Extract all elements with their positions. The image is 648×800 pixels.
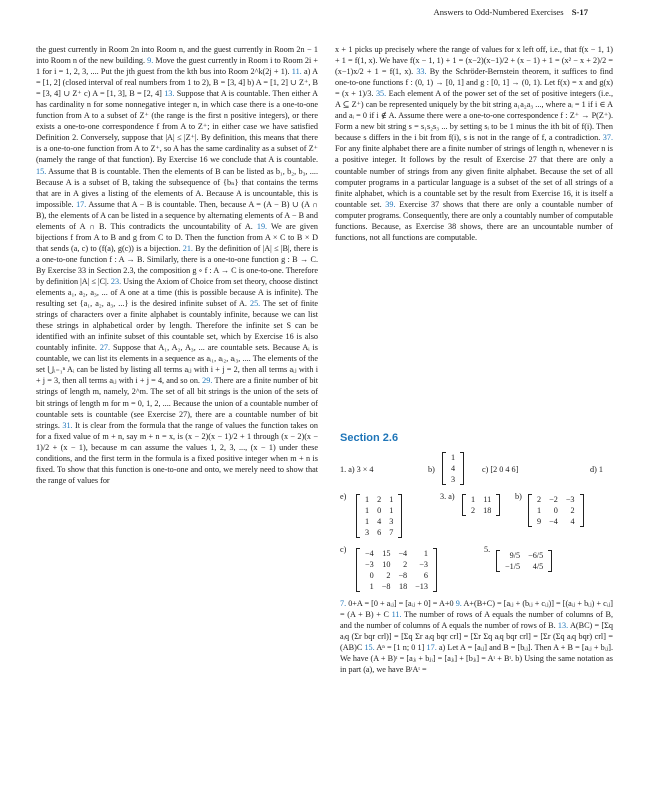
answer-text: Aⁿ = [1 n; 0 1] bbox=[374, 643, 427, 653]
matrix-entry: 1 bbox=[365, 506, 370, 515]
matrix-entry: 11 bbox=[483, 495, 492, 504]
exercise-number: 11. bbox=[391, 610, 402, 620]
exercise-number: 17. bbox=[76, 199, 87, 209]
matrix-entry: 4 bbox=[570, 517, 575, 526]
exercise-number: 11. bbox=[291, 67, 302, 77]
matrix-entry: 1 bbox=[537, 506, 542, 515]
answer-text: 0+A = [0 + aᵢⱼ] = [aᵢⱼ + 0] = A+0 bbox=[346, 599, 456, 608]
matrix-entry: 1 bbox=[423, 549, 428, 558]
matrix-entry: 1 bbox=[365, 495, 370, 504]
matrix-entry: 10 bbox=[382, 560, 391, 569]
answer-text: By the Schröder-Bernstein theorem, it suffices to find one-to-one functions f : (0, 1) → [0, 1] and g : [0, 1] → (0, 1). Let f(x) = x and g(x) = (x + 1)/3. bbox=[335, 67, 613, 99]
exercise-number: 9. bbox=[147, 56, 154, 66]
answer-text: A+(B+C) = [aᵢⱼ + (bᵢⱼ + cᵢⱼ)] = [(aᵢⱼ + bᵢⱼ) + cᵢⱼ] = (A + B) + C bbox=[340, 599, 613, 620]
matrix-entry: 0 bbox=[377, 506, 382, 515]
matrix-table bbox=[533, 494, 579, 527]
matrix-3c bbox=[356, 548, 437, 592]
exercise-number: 21. bbox=[182, 243, 193, 253]
matrix-entry: 15 bbox=[382, 549, 391, 558]
matrix-entry: 1 bbox=[389, 506, 394, 515]
matrix-entry: −3 bbox=[365, 560, 374, 569]
matrix-entry: 2 bbox=[537, 495, 542, 504]
exercise-number: 27. bbox=[99, 343, 111, 353]
answer-text: a) A = [1, 2] (closed interval of real numbers from 1 to 2), B = [3, 4] b) A = [1, 2] ∪ Z⁺, B = [3, 4] ∪ Z⁺ c) A = [1, 3], B = [2, 4] bbox=[36, 67, 319, 99]
bottom-text bbox=[340, 598, 613, 675]
answer-text: The set of finite strings of characters over a finite alphabet is countably infinite, because we can list these strings in alphabetical order by length. Therefore the infinite set S can be identified with an infinite subset of this countable set, which by Exercise 16 is also countably infinite. bbox=[36, 299, 318, 353]
answer-text: Assume that B is countable. Then the elements of B can be listed as b₁, b₂, b₃, .... Because A is a subset of B, taking the subsequence of {bₙ} that contains the terms that are in A gives a listing of the elements of A. Because A is uncountable, this is impossible. bbox=[36, 166, 318, 209]
header-title: Answers to Odd-Numbered Exercises bbox=[433, 7, 564, 17]
answer-text: By the definition of |A| ≤ |B|, there is a one-to-one function f : A → B. Similarly, there is a one-to-one function g : B → C. By Exercise 33 in Section 2.3, the composition g ∘ f : A → C is one-to-one. Therefore by definition |A| ≤ |C|. bbox=[36, 243, 318, 286]
exercise-number: 33. bbox=[416, 67, 427, 77]
matrix-entry: 4 bbox=[451, 464, 456, 473]
matrix-entry: 2 bbox=[403, 560, 408, 569]
exercise-number: 9. bbox=[455, 599, 462, 608]
page-header bbox=[434, 7, 588, 17]
answer-text: A(BC) = [Σq aᵢq (Σr bqr crl)] = [Σq Σr aᵢq bqr crl] = [Σr Σq aᵢq bqr crl] = [Σr (Σq aᵢq bqr) crl] = (AB)C bbox=[340, 621, 613, 653]
exercise-number: 31. bbox=[62, 420, 73, 430]
exercise-number: 23. bbox=[110, 276, 122, 286]
matrix-entry: 1 bbox=[471, 495, 476, 504]
answer-text: Using the Axiom of Choice from set theory, choose distinct elements a₁, a₂, a₃, ... of A one at a time (this is possible because A is infinite). The resulting set {a₁, a₂, a₃, ...} is the desired infinite subset of A. bbox=[36, 276, 318, 309]
exercise-number: 39. bbox=[385, 199, 396, 209]
answer-text: Suppose that A is countable. Then either A has cardinality n for some nonnegative integer n, in which case there is a one-to-one function from A to a subset of Z⁺ (the range is the first n positive integers), or there exists a one-to-one correspondence f from A to Z⁺; in either case we have satisfied Definition 2. Conversely, suppose that |A| ≤ |Z⁺|. By definition, this means that there is a one-to-one function from A to Z⁺, so A has the same cardinality as a subset of Z⁺ (namely the range of that function). By Exercise 16 we conclude that A is countable. bbox=[36, 89, 318, 165]
exercise-number: 35. bbox=[375, 89, 387, 99]
matrix-entry: −8 bbox=[381, 582, 391, 591]
matrix-entry: −8 bbox=[398, 571, 408, 580]
bottom-paragraph bbox=[340, 598, 613, 675]
matrix-3a bbox=[462, 494, 500, 516]
matrix-entry: 18 bbox=[483, 506, 492, 515]
answer-text: the guest currently in Room 2n into Room n, and the guest currently in Room 2n − 1 into Room n of the new building. bbox=[36, 45, 318, 66]
matrix-table bbox=[501, 550, 547, 572]
answer-text: Each element A of the power set of the set of positive integers (i.e., A ⊆ Z⁺) can be represented uniquely by the bit string a₁a₂a₃ ..., where aᵢ = 1 if i ∈ A and aᵢ = 0 if i ∉ A. Assume there were a one-to-one correspondence f : Z⁺ → P(Z⁺). Form a new bit string s = s₁s₂s₃ ... by setting sᵢ to be 1 minus the ith bit of f(i). Then because s differs in the i bit from f(i), s is not in the range of f, a contradiction. bbox=[335, 89, 613, 143]
matrix-entry: 3 bbox=[451, 475, 456, 484]
exercise-number: 29. bbox=[202, 376, 213, 386]
matrix-entry: 7 bbox=[389, 528, 394, 537]
exercise-number: 15. bbox=[364, 643, 375, 653]
exercise-number: 7. bbox=[340, 599, 347, 608]
matrix-entry: 9 bbox=[537, 517, 542, 526]
answer-text: x + 1 picks up precisely where the range of values for x left off, i.e., that f(x − 1, 1) + 1 = f(1, x). We have f(x − 1, 1) + 1 = (x−2)(x−1)/2 + (x − 1) + 1 = (x² − x + 2)/2 = (x−1)x/2 + 1 = f(1, x). bbox=[335, 45, 613, 77]
left-column bbox=[36, 44, 318, 486]
answer-text: Move the guest currently in Room i to Room 2i + 1 for i = 1, 2, 3, .... Put the jth guest from the kth bus into Room 2^k(2j + 1). bbox=[36, 56, 318, 77]
matrix-entry: 4/5 bbox=[532, 562, 544, 571]
exercise-number: 25. bbox=[249, 299, 261, 309]
matrix-1e bbox=[356, 494, 402, 538]
matrix-entry: 0 bbox=[553, 506, 558, 515]
answer-text: a) Let A = [aᵢⱼ] and B = [bᵢⱼ]. Then A + B = [aᵢⱼ + bᵢⱼ]. We have (A + B)ᵗ = [aⱼᵢ + bⱼᵢ] = [aⱼᵢ] + [bⱼᵢ] = Aᵗ + Bᵗ. b) Using the same notation as in part (a), we have BᵗAᵗ = bbox=[340, 643, 613, 675]
matrix-entry: 2 bbox=[570, 506, 575, 515]
answer-text: Exercise 37 shows that there are only a countable number of computer programs. Consequently, there are only a countably number of computable functions. Because, as Exercise 38 shows, there are an uncountable number of functions, not all functions are computable. bbox=[335, 199, 614, 242]
matrix-3b bbox=[528, 494, 584, 527]
answer-text: It is clear from the formula that the range of values the function takes on for a fixed value of m + n, say m + n = x, is (x − 2)(x − 1)/2 + 1 through (x − 2)(x − 1)/2 + (x − 1), because m can assume the values 1, 2, 3, ..., (x − 1) under these conditions, and the first term in the formula is a fixed positive integer when m + n is fixed. To show that this function is one-to-one and onto, we merely need to show that the range of values for bbox=[36, 420, 318, 485]
exercise-number: 13. bbox=[557, 621, 569, 631]
matrix-table bbox=[361, 494, 397, 538]
matrix-entry: −6/5 bbox=[528, 551, 544, 560]
right-column bbox=[335, 44, 613, 243]
matrix-entry: −1/5 bbox=[505, 562, 521, 571]
matrix-1b bbox=[442, 452, 464, 485]
matrix-entry: −13 bbox=[415, 582, 428, 591]
matrix-entry: 0 bbox=[369, 571, 374, 580]
matrix-5 bbox=[496, 550, 552, 572]
page-number: S-17 bbox=[571, 7, 588, 17]
matrix-table bbox=[467, 494, 495, 516]
answer-text: The number of rows of A equals the number of columns of B, and the number of columns of A equals the number of rows of B. bbox=[340, 610, 613, 631]
matrix-entry: 1 bbox=[389, 495, 394, 504]
matrix-table bbox=[361, 548, 432, 592]
exercise-number: 13. bbox=[164, 89, 175, 99]
matrix-entry: 1 bbox=[451, 453, 456, 462]
exercise-number: 37. bbox=[602, 133, 613, 143]
matrix-entry: 9/5 bbox=[509, 551, 521, 560]
matrix-entry: −4 bbox=[398, 549, 408, 558]
matrix-entry: 6 bbox=[423, 571, 428, 580]
exercise-number: 15. bbox=[36, 166, 47, 176]
left-paragraph bbox=[36, 44, 318, 486]
matrix-entry: −3 bbox=[419, 560, 428, 569]
section-title: Section 2.6 bbox=[340, 432, 399, 444]
matrix-entry: 18 bbox=[398, 582, 408, 591]
matrix-entry: −4 bbox=[549, 517, 558, 526]
matrix-table bbox=[447, 452, 459, 485]
right-paragraph bbox=[335, 44, 613, 243]
matrix-entry: −4 bbox=[365, 549, 374, 558]
answer-text: For any finite alphabet there are a finite number of strings of length n, whenever n is a positive integer. It follows by the result of Exercise 27 that there are only a countable number of strings from any given finite alphabet. Because the set of all computer programs in a particular language is a subset of the set of all strings of a finite alphabet, which is a countable set by the result from Exercise 16, it is itself a countable set. bbox=[335, 144, 613, 209]
answer-text: Suppose that A₁, A₂, A₃, ... are countable sets. Because Aᵢ is countable, we can list its elements in a sequence as aᵢ₁, aᵢ₂, aᵢ₃, .... The elements of the set ⋃ᵢ₌₁ⁿ Aᵢ can be listed by listing all terms aᵢⱼ with i + j = 2, then all terms aᵢⱼ with i + j = 3, then all terms aᵢⱼ with i + j = 4, and so on. bbox=[36, 343, 318, 386]
matrix-entry: 6 bbox=[377, 528, 382, 537]
matrix-entry: 2 bbox=[471, 506, 476, 515]
exercise-number: 17. bbox=[426, 643, 437, 653]
matrix-entry: −3 bbox=[565, 495, 575, 504]
answer-text: There are a finite number of bit strings of length m, namely, 2^m. The set of all bit strings is the union of the sets of bit strings of length m for m = 0, 1, 2, .... Because the union of a countable number of countable sets is countable (see Exercise 27), there are a countable number of bit strings. bbox=[36, 376, 318, 430]
matrix-entry: 3 bbox=[389, 517, 394, 526]
matrix-entry: −2 bbox=[549, 495, 558, 504]
matrix-entry: 1 bbox=[365, 517, 370, 526]
matrix-entry: 1 bbox=[369, 582, 374, 591]
matrix-entry: 2 bbox=[386, 571, 391, 580]
answer-text: Assume that A − B is countable. Then, because A = (A − B) ∪ (A ∩ B), the elements of A can be listed in a sequence by alternating elements of A − B and elements of A ∩ B. This contradicts the uncountability of A. bbox=[36, 199, 319, 231]
answer-text: We are given bijections f from A to B and g from C to D. Then the function from A × C to B × D that sends (a, c) to (f(a), g(c)) is a bijection. bbox=[36, 221, 318, 253]
matrix-entry: 2 bbox=[377, 495, 382, 504]
exercise-number: 19. bbox=[256, 221, 268, 231]
matrix-entry: 3 bbox=[365, 528, 370, 537]
matrix-entry: 4 bbox=[377, 517, 382, 526]
